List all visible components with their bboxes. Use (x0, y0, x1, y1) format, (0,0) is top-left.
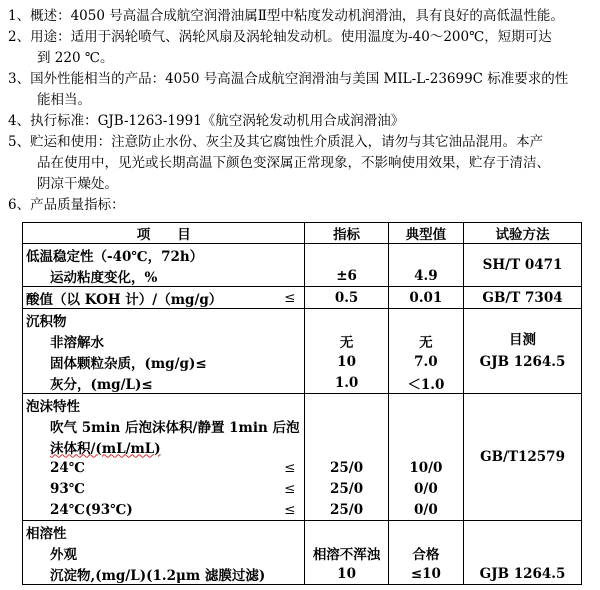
intro-line-2: 2、用途：适用于涡轮喷气、涡轮风扇及涡轮轴发动机。使用温度为-40～200℃，短期可达 (8, 29, 552, 45)
sediment-typical-1: 无 (419, 334, 433, 351)
foam-spec-1: 25/0 (330, 459, 364, 476)
intro-line-9: 阴凉干燥处。 (37, 176, 118, 192)
compat-spec-cell (305, 521, 388, 585)
foam-typical-2: 0/0 (414, 480, 438, 497)
quality-spec-table (22, 222, 582, 585)
foam-item (23, 394, 305, 521)
table-row-compat (23, 521, 582, 585)
compat-spec-2: 10 (337, 565, 356, 582)
sediment-typical-3: ＜1.0 (407, 376, 445, 393)
foam-method-cell (464, 394, 582, 521)
sediment-item (23, 309, 305, 394)
low-temp-item (23, 244, 305, 287)
low-temp-spec-cell (305, 244, 388, 287)
table-row-sediment (23, 309, 582, 394)
low-temp-typical-cell (388, 244, 463, 287)
acid-typical-cell (388, 287, 463, 309)
acid-label: 酸值（以 KOH 计）/（mg/g） (26, 291, 223, 308)
compat-typical-cell (388, 521, 463, 585)
intro-line-7: 5、贮运和使用：注意防止水份、灰尘及其它腐蚀性介质混入，请勿与其它油品混用。本产 (8, 134, 544, 150)
sediment-label-2: 固体颗粒杂质，(mg/g)≤ (50, 355, 207, 372)
compat-label-1: 外观 (50, 546, 77, 563)
foam-desc-2: 沫体积/(mL/mL) (50, 440, 161, 457)
foam-op-2: ≤ (284, 480, 296, 497)
sediment-typical-cell (388, 309, 463, 394)
sediment-spec-cell (305, 309, 388, 394)
foam-label-3: 24℃(93℃) (50, 501, 133, 518)
intro-text (8, 6, 592, 216)
acid-spec-cell (305, 287, 388, 309)
acid-op: ≤ (284, 289, 296, 306)
table-row-acid (23, 287, 582, 309)
low-temp-title: 低温稳定性（-40℃，72h） (26, 248, 204, 265)
foam-typical-1: 10/0 (409, 459, 443, 476)
sediment-spec-1: 无 (339, 334, 354, 351)
foam-spec-cell (305, 394, 388, 521)
sediment-label-1: 非溶解水 (50, 334, 104, 351)
sediment-title: 沉积物 (26, 313, 67, 330)
low-temp-method-cell (464, 244, 582, 287)
foam-spec-3: 25/0 (330, 501, 364, 518)
acid-item (23, 287, 305, 309)
compat-spec-1: 相溶不浑浊 (312, 546, 381, 563)
header-method: 试验方法 (464, 223, 582, 244)
intro-line-1: 1、概述：4050 号高温合成航空润滑油属Ⅱ型中粘度发动机润滑油，具有良好的高低温性能。 (8, 8, 564, 24)
sediment-typical-2: 7.0 (414, 353, 438, 370)
intro-line-10: 6、产品质量指标： (8, 197, 125, 213)
table-row-low-temp (23, 244, 582, 287)
intro-line-8: 品在使用中，见光或长期高温下颜色变深属正常现象，不影响使用效果，贮存于清洁、 (37, 155, 550, 171)
foam-typical-3: 0/0 (414, 501, 438, 518)
intro-line-4: 3、国外性能相当的产品：4050 号高温合成航空润滑油与美国 MIL-L-23699C 标准要求的性 (8, 71, 569, 87)
compat-method: GJB 1264.5 (479, 565, 566, 582)
low-temp-sub: 运动粘度变化，% (50, 269, 158, 286)
header-spec: 指标 (305, 223, 388, 244)
acid-spec: 0.5 (334, 289, 359, 306)
foam-spec-2: 25/0 (330, 480, 364, 497)
foam-label-2: 93℃ (50, 480, 85, 497)
sediment-method-cell (464, 309, 582, 394)
intro-line-6: 4、执行标准：GJB-1263-1991《航空涡轮发动机用合成润滑油》 (8, 113, 405, 129)
sediment-spec-2: 10 (337, 353, 356, 370)
sediment-method-1: 目测 (509, 332, 537, 348)
foam-title: 泡沫特性 (26, 398, 80, 415)
compat-item (23, 521, 305, 585)
intro-line-5: 能相当。 (37, 92, 91, 108)
intro-line-3: 到 220 ℃。 (37, 50, 114, 66)
sediment-label-3: 灰分，(mg/L)≤ (50, 376, 153, 393)
header-item: 项 目 (23, 223, 305, 244)
sediment-spec-3: 1.0 (334, 374, 359, 391)
sediment-method-2: GJB 1264.5 (479, 354, 566, 370)
compat-typical-1: 合格 (412, 546, 440, 563)
compat-typical-2: ≤10 (410, 565, 441, 582)
foam-label-1: 24℃ (50, 459, 85, 476)
acid-method: GB/T 7304 (482, 289, 563, 306)
foam-desc-1: 吹气 5min 后泡沫体积/静置 1min 后泡 (50, 419, 300, 436)
foam-op-1: ≤ (284, 459, 296, 476)
table-header-row (23, 223, 582, 244)
compat-method-cell (464, 521, 582, 585)
compat-label-2: 沉淀物,(mg/L)(1.2μm 滤膜过滤) (50, 567, 266, 584)
table-row-foam (23, 394, 582, 521)
low-temp-method: SH/T 0471 (482, 257, 563, 273)
foam-typical-cell (388, 394, 463, 521)
acid-method-cell (464, 287, 582, 309)
header-typical: 典型值 (388, 223, 463, 244)
low-temp-spec: ±6 (336, 267, 357, 284)
low-temp-typical: 4.9 (414, 267, 438, 284)
foam-method: GB/T12579 (480, 449, 565, 465)
compat-title: 相溶性 (26, 525, 67, 542)
acid-typical: 0.01 (409, 289, 443, 306)
foam-op-3: ≤ (284, 501, 296, 518)
